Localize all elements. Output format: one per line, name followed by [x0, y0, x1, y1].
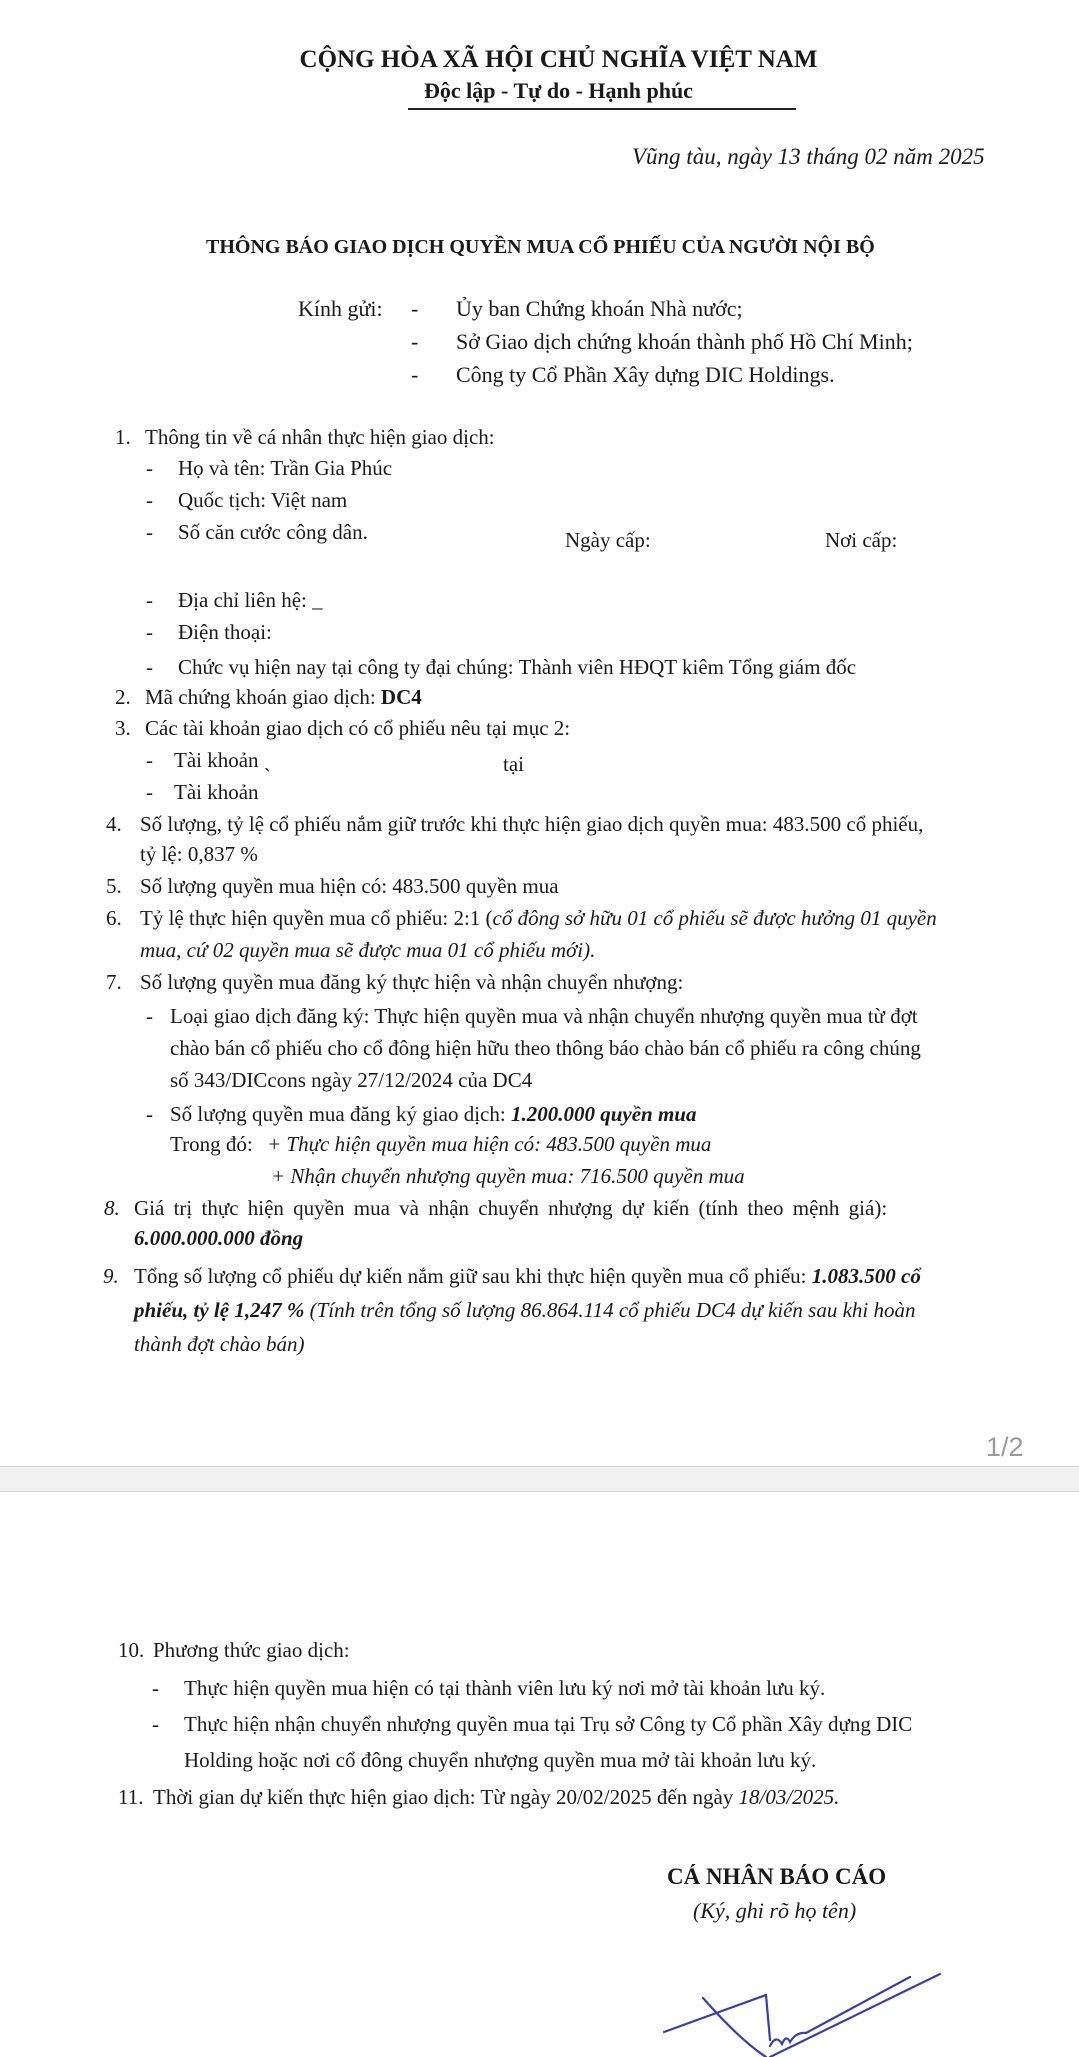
section-number: 6.	[106, 906, 122, 930]
method-item-1: Thực hiện quyền mua hiện có tại thành viên lưu ký nơi mở tài khoản lưu ký.	[184, 1676, 826, 1700]
account-2: Tài khoản	[174, 780, 259, 804]
bullet: -	[146, 488, 153, 512]
stock-code: DC4	[380, 685, 422, 709]
method-item-2-line2: Holding hoặc nơi cổ đông chuyển nhượng quyền mua mở tài khoản lưu ký.	[184, 1748, 817, 1772]
bullet: -	[146, 748, 153, 772]
exercise-ratio-label: Tỷ lệ thực hiện quyền mua cổ phiếu: 2:1 (	[140, 906, 493, 930]
expected-value-line1: Giá trị thực hiện quyền mua và nhận chuyển nhượng dự kiến (tính theo mệnh giá):	[134, 1196, 888, 1220]
total-after-value: 1.083.500 cổ	[811, 1264, 921, 1288]
stock-code-label: Mã chứng khoán giao dịch:	[145, 685, 381, 709]
address: Địa chỉ liên hệ: _	[178, 588, 323, 612]
registered-quantity-label: Số lượng quyền mua đăng ký giao dịch:	[170, 1102, 511, 1126]
section-number: 3.	[115, 716, 131, 740]
signature-scribble	[600, 1960, 960, 2057]
section-7-title: Số lượng quyền mua đăng ký thực hiện và nhận chuyển nhượng:	[140, 970, 684, 994]
account-1: Tài khoản ˎ	[174, 748, 271, 772]
total-after-line2	[134, 1298, 916, 1323]
section-1-title: Thông tin về cá nhân thực hiện giao dịch:	[145, 425, 495, 449]
bullet: -	[146, 456, 153, 480]
transaction-period	[153, 1785, 839, 1810]
bullet: -	[146, 780, 153, 804]
national-motto: Độc lập - Tự do - Hạnh phúc	[424, 78, 693, 103]
total-after-note: (Tính trên tổng số lượng 86.864.114 cổ phiếu DC4 dự kiến sau khi hoàn	[304, 1298, 916, 1322]
signature-stroke	[770, 1974, 940, 2057]
registered-quantity	[170, 1102, 696, 1127]
bullet: -	[146, 588, 153, 612]
signature-note: (Ký, ghi rõ họ tên)	[693, 1898, 857, 1923]
section-number: 11.	[118, 1785, 144, 1809]
transaction-end-date: 18/03/2025.	[738, 1785, 840, 1809]
recipient-bullet: -	[411, 329, 419, 354]
recipient-bullet: -	[411, 296, 419, 321]
section-10-title: Phương thức giao dịch:	[153, 1638, 350, 1662]
issue-date-label: Ngày cấp:	[565, 528, 651, 552]
signature-stroke	[664, 1995, 770, 2040]
section-number: 9.	[103, 1264, 119, 1288]
recipient-item: Công ty Cổ Phần Xây dựng DIC Holdings.	[456, 362, 835, 387]
holding-before-line2: tỷ lệ: 0,837 %	[140, 842, 258, 866]
section-number: 8.	[104, 1196, 120, 1220]
total-after-ratio: phiếu, tỷ lệ 1,247 %	[134, 1298, 305, 1322]
registered-quantity-value: 1.200.000 quyền mua	[510, 1102, 697, 1126]
transaction-type-line3: số 343/DICcons ngày 27/12/2024 của DC4	[170, 1068, 533, 1092]
total-after-line1	[134, 1264, 921, 1289]
section-3-title: Các tài khoản giao dịch có cổ phiếu nêu tại mục 2:	[145, 716, 571, 740]
signature-stroke	[770, 2033, 806, 2046]
current-rights: Số lượng quyền mua hiện có: 483.500 quyền mua	[140, 874, 559, 898]
place-date: Vũng tàu, ngày 13 tháng 02 năm 2025	[632, 144, 985, 169]
issue-place-label: Nơi cấp:	[825, 528, 898, 552]
position: Chức vụ hiện nay tại công ty đại chúng: Thành viên HĐQT kiêm Tổng giám đốc	[178, 655, 857, 679]
expected-value: 6.000.000.000 đồng	[134, 1226, 304, 1250]
recipient-item: Ủy ban Chứng khoán Nhà nước;	[456, 296, 743, 321]
section-number: 4.	[106, 812, 122, 836]
transaction-period-label: Thời gian dự kiến thực hiện giao dịch: Từ ngày 20/02/2025 đến ngày	[153, 1785, 739, 1809]
document-title: THÔNG BÁO GIAO DỊCH QUYỀN MUA CỔ PHIẾU CỦA NGƯỜI NỘI BỘ	[206, 236, 875, 258]
bullet: -	[146, 1004, 153, 1028]
transaction-type-line2: chào bán cổ phiếu cho cổ đông hiện hữu theo thông báo chào bán cổ phiếu ra công chúng	[170, 1036, 921, 1060]
exercise-ratio	[140, 906, 937, 931]
bullet: -	[146, 655, 153, 679]
section-2-text	[145, 685, 422, 710]
section-number: 1.	[115, 425, 131, 449]
page-indicator: 1/2	[986, 1432, 1024, 1462]
detail-label: Trong đó:	[170, 1132, 253, 1156]
total-after-note-cont: thành đợt chào bán)	[134, 1332, 305, 1356]
id-label: Số căn cước công dân.	[178, 520, 368, 544]
page-separator	[0, 1466, 1079, 1492]
section-number: 5.	[106, 874, 122, 898]
section-number: 2.	[115, 685, 131, 709]
transaction-type-line1: Loại giao dịch đăng ký: Thực hiện quyền mua và nhận chuyển nhượng quyền mua từ đợt	[170, 1004, 918, 1028]
detail-transferred-rights: + Nhận chuyển nhượng quyền mua: 716.500 quyền mua	[271, 1164, 745, 1188]
signature-strokes	[664, 1974, 940, 2057]
bullet: -	[146, 1102, 153, 1126]
motto-underline	[408, 108, 796, 110]
person-name: Họ và tên: Trần Gia Phúc	[178, 456, 393, 480]
recipient-item: Sở Giao dịch chứng khoán thành phố Hồ Chí Minh;	[456, 329, 913, 354]
bullet: -	[152, 1676, 159, 1700]
signature-title: CÁ NHÂN BÁO CÁO	[667, 1864, 887, 1889]
country-name: CỘNG HÒA XÃ HỘI CHỦ NGHĨA VIỆT NAM	[299, 46, 818, 73]
method-item-2-line1: Thực hiện nhận chuyển nhượng quyền mua tại Trụ sở Công ty Cổ phần Xây dựng DIC	[184, 1712, 913, 1736]
exercise-ratio-note-cont: mua, cứ 02 quyền mua sẽ được mua 01 cổ phiếu mới).	[140, 938, 596, 962]
bullet: -	[146, 620, 153, 644]
exercise-ratio-note: cổ đông sở hữu 01 cổ phiếu sẽ được hưởng 01 quyền	[492, 906, 937, 930]
signature-stroke	[806, 1977, 910, 2033]
detail-existing-rights: + Thực hiện quyền mua hiện có: 483.500 quyền mua	[267, 1132, 712, 1156]
phone: Điện thoại:	[178, 620, 272, 644]
bullet: -	[146, 520, 153, 544]
section-number: 7.	[106, 970, 122, 994]
total-after-label: Tổng số lượng cổ phiếu dự kiến nắm giữ sau khi thực hiện quyền mua cổ phiếu:	[134, 1264, 812, 1288]
account-1-at: tại	[503, 752, 524, 776]
holding-before-line1: Số lượng, tỷ lệ cổ phiếu nắm giữ trước khi thực hiện giao dịch quyền mua: 483.500 cổ phiếu,	[140, 812, 924, 836]
section-number: 10.	[118, 1638, 145, 1662]
nationality: Quốc tịch: Việt nam	[178, 488, 348, 512]
bullet: -	[152, 1712, 159, 1736]
recipients-label: Kính gửi:	[298, 296, 383, 321]
recipient-bullet: -	[411, 362, 419, 387]
